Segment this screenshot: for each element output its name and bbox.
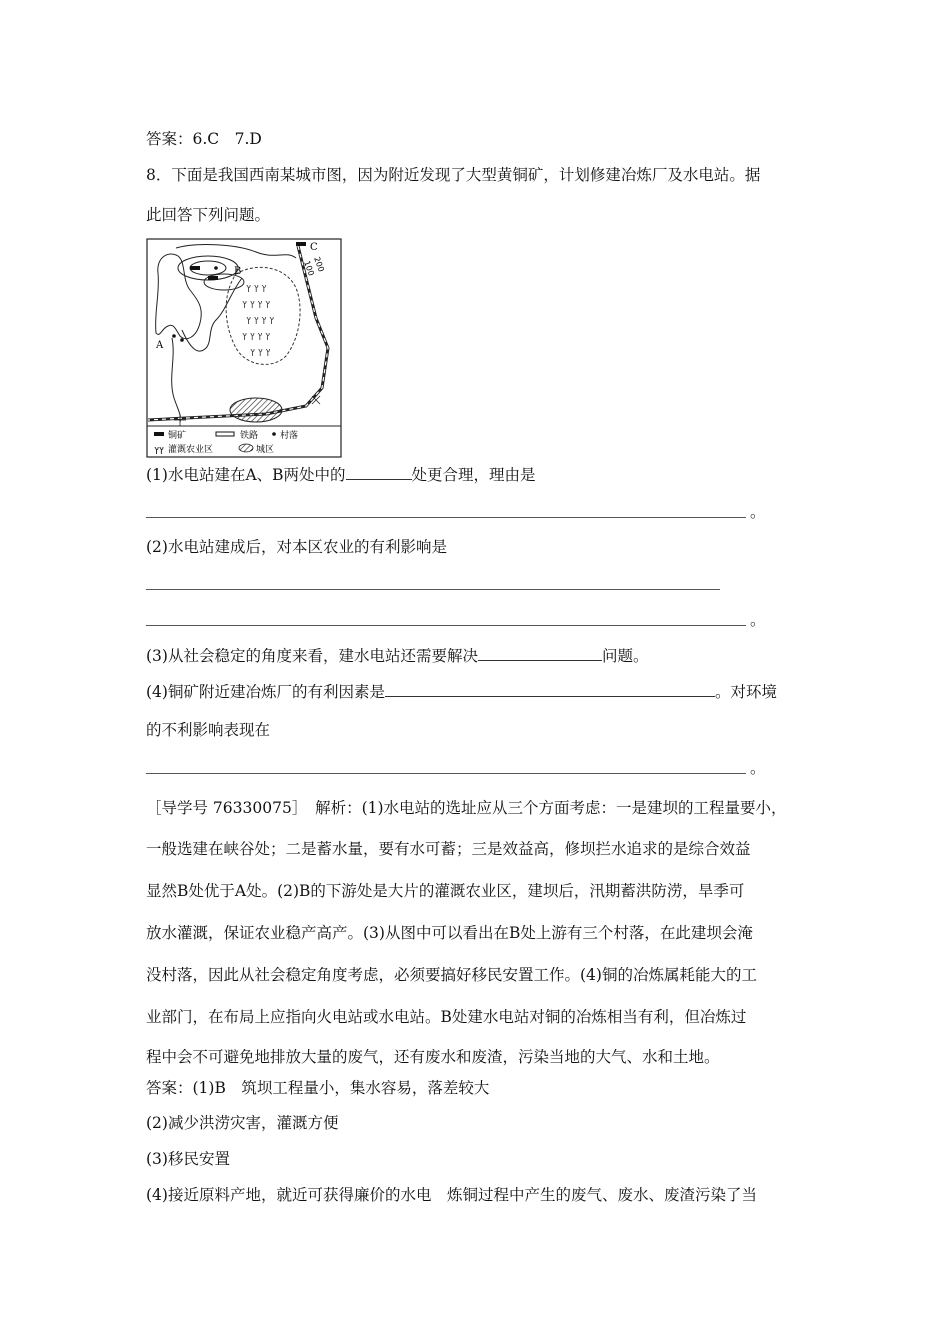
sub-question-3 bbox=[146, 645, 648, 667]
copper-mine-c bbox=[296, 242, 306, 246]
analysis-line: ［导学号 76330075］ 解析：(1)水电站的选址应从三个方面考虑：一是建坝的工程量要小， bbox=[146, 799, 787, 817]
analysis-line: 显然B处优于A处。(2)B的下游处是大片的灌溉农业区，建坝后，汛期蓄洪防涝，旱季可 bbox=[146, 882, 745, 900]
period-1: 。 bbox=[750, 503, 766, 521]
sub-question-1 bbox=[146, 464, 536, 486]
contour-label-100: 100 bbox=[302, 259, 316, 278]
village bbox=[180, 338, 184, 342]
sub-question-4-suffix: 。对环境 bbox=[714, 683, 777, 701]
previous-answer: 答案：6.C 7.D bbox=[146, 130, 262, 148]
city-area bbox=[230, 398, 282, 422]
svg-text:ץ ץ ץ: ץ ץ ץ bbox=[250, 347, 271, 357]
contour-label-200: 200 bbox=[312, 255, 326, 274]
answer-line: 答案：(1)B 筑坝工程量小，集水容易，落差较大 bbox=[146, 1079, 490, 1097]
legend-railway-label: 铁路 bbox=[240, 431, 259, 441]
svg-text:ץ ץ ץ ץ: ץ ץ ץ ץ bbox=[242, 299, 271, 309]
period-4: 。 bbox=[750, 759, 766, 777]
analysis-line: 程中会不可避免地排放大量的废气，还有废水和废渣，污染当地的大气、水和土地。 bbox=[146, 1048, 720, 1066]
answer-line-4[interactable] bbox=[146, 772, 746, 774]
period-2: 。 bbox=[750, 611, 766, 629]
answer-line: (3)移民安置 bbox=[146, 1150, 230, 1168]
analysis-line: 业部门，在布局上应指向火电站或水电站。B处建水电站对铜的冶炼相当有利，但冶炼过 bbox=[146, 1008, 747, 1026]
question-8-line-1: 8．下面是我国西南某城市图，因为附近发现了大型黄铜矿，计划修建冶炼厂及水电站。据 bbox=[146, 166, 761, 184]
answer-line: (2)减少洪涝灾害，灌溉方便 bbox=[146, 1114, 339, 1132]
legend-city-symbol bbox=[239, 444, 253, 452]
sub-question-3-prefix: (3)从社会稳定的角度来看，建水电站还需要解决 bbox=[146, 647, 478, 665]
copper-mine bbox=[190, 266, 200, 270]
legend-village-symbol bbox=[272, 432, 276, 436]
sub-question-4-prefix: (4)铜矿附近建冶炼厂的有利因素是 bbox=[146, 683, 385, 701]
legend-irrigation-symbol: ץץ bbox=[154, 445, 164, 455]
sub-question-2: (2)水电站建成后，对本区农业的有利影响是 bbox=[146, 538, 447, 556]
legend-village-label: 村落 bbox=[280, 431, 299, 441]
sub-question-3-suffix: 问题。 bbox=[601, 647, 649, 665]
copper-mine-b bbox=[208, 276, 218, 280]
village bbox=[214, 266, 218, 270]
analysis-line: 一般选建在峡谷处；二是蓄水量，要有水可蓄；三是效益高，修坝拦水追求的是综合效益 bbox=[146, 840, 751, 858]
legend-railway-symbol bbox=[216, 432, 234, 436]
sub-question-1-prefix: (1)水电站建在A、B两处中的 bbox=[146, 466, 346, 484]
sub-question-1-suffix: 处更合理，理由是 bbox=[411, 466, 536, 484]
answer-line: (4)接近原料产地，就近可获得廉价的水电 炼铜过程中产生的废气、废水、废渣污染了当 bbox=[146, 1186, 757, 1204]
analysis-line: 没村落，因此从社会稳定角度考虑，必须要搞好移民安置工作。(4)铜的冶炼属耗能大的工 bbox=[146, 966, 757, 984]
city-map-figure bbox=[146, 238, 342, 458]
legend-irrigation-label: 灌溉农业区 bbox=[168, 445, 214, 455]
svg-text:ץ ץ ץ ץ: ץ ץ ץ ץ bbox=[246, 315, 275, 325]
answer-line-2a[interactable] bbox=[146, 588, 720, 590]
answer-line-1[interactable] bbox=[146, 516, 746, 518]
label-b: B bbox=[234, 266, 242, 277]
answer-blank-4[interactable] bbox=[385, 682, 715, 697]
village bbox=[172, 334, 176, 338]
label-c: C bbox=[310, 242, 318, 253]
svg-text:ץ ץ ץ ץ: ץ ץ ץ ץ bbox=[242, 331, 271, 341]
analysis-line: 放水灌溉，保证农业稳产高产。(3)从图中可以看出在B处上游有三个村落，在此建坝会淹 bbox=[146, 924, 753, 942]
answer-blank-1a[interactable] bbox=[346, 465, 412, 480]
svg-text:ץ ץ ץ: ץ ץ ץ bbox=[246, 283, 267, 293]
legend-city-label: 城区 bbox=[256, 445, 275, 455]
question-8-line-2: 此回答下列问题。 bbox=[146, 206, 271, 224]
sub-question-4-line-2: 的不利影响表现在 bbox=[146, 721, 271, 739]
sub-question-4 bbox=[146, 681, 777, 703]
legend-copper-symbol bbox=[154, 432, 164, 436]
answer-line-2b[interactable] bbox=[146, 624, 746, 626]
legend-copper-label: 铜矿 bbox=[168, 431, 187, 441]
label-a: A bbox=[156, 340, 164, 351]
answer-blank-3[interactable] bbox=[478, 646, 602, 661]
